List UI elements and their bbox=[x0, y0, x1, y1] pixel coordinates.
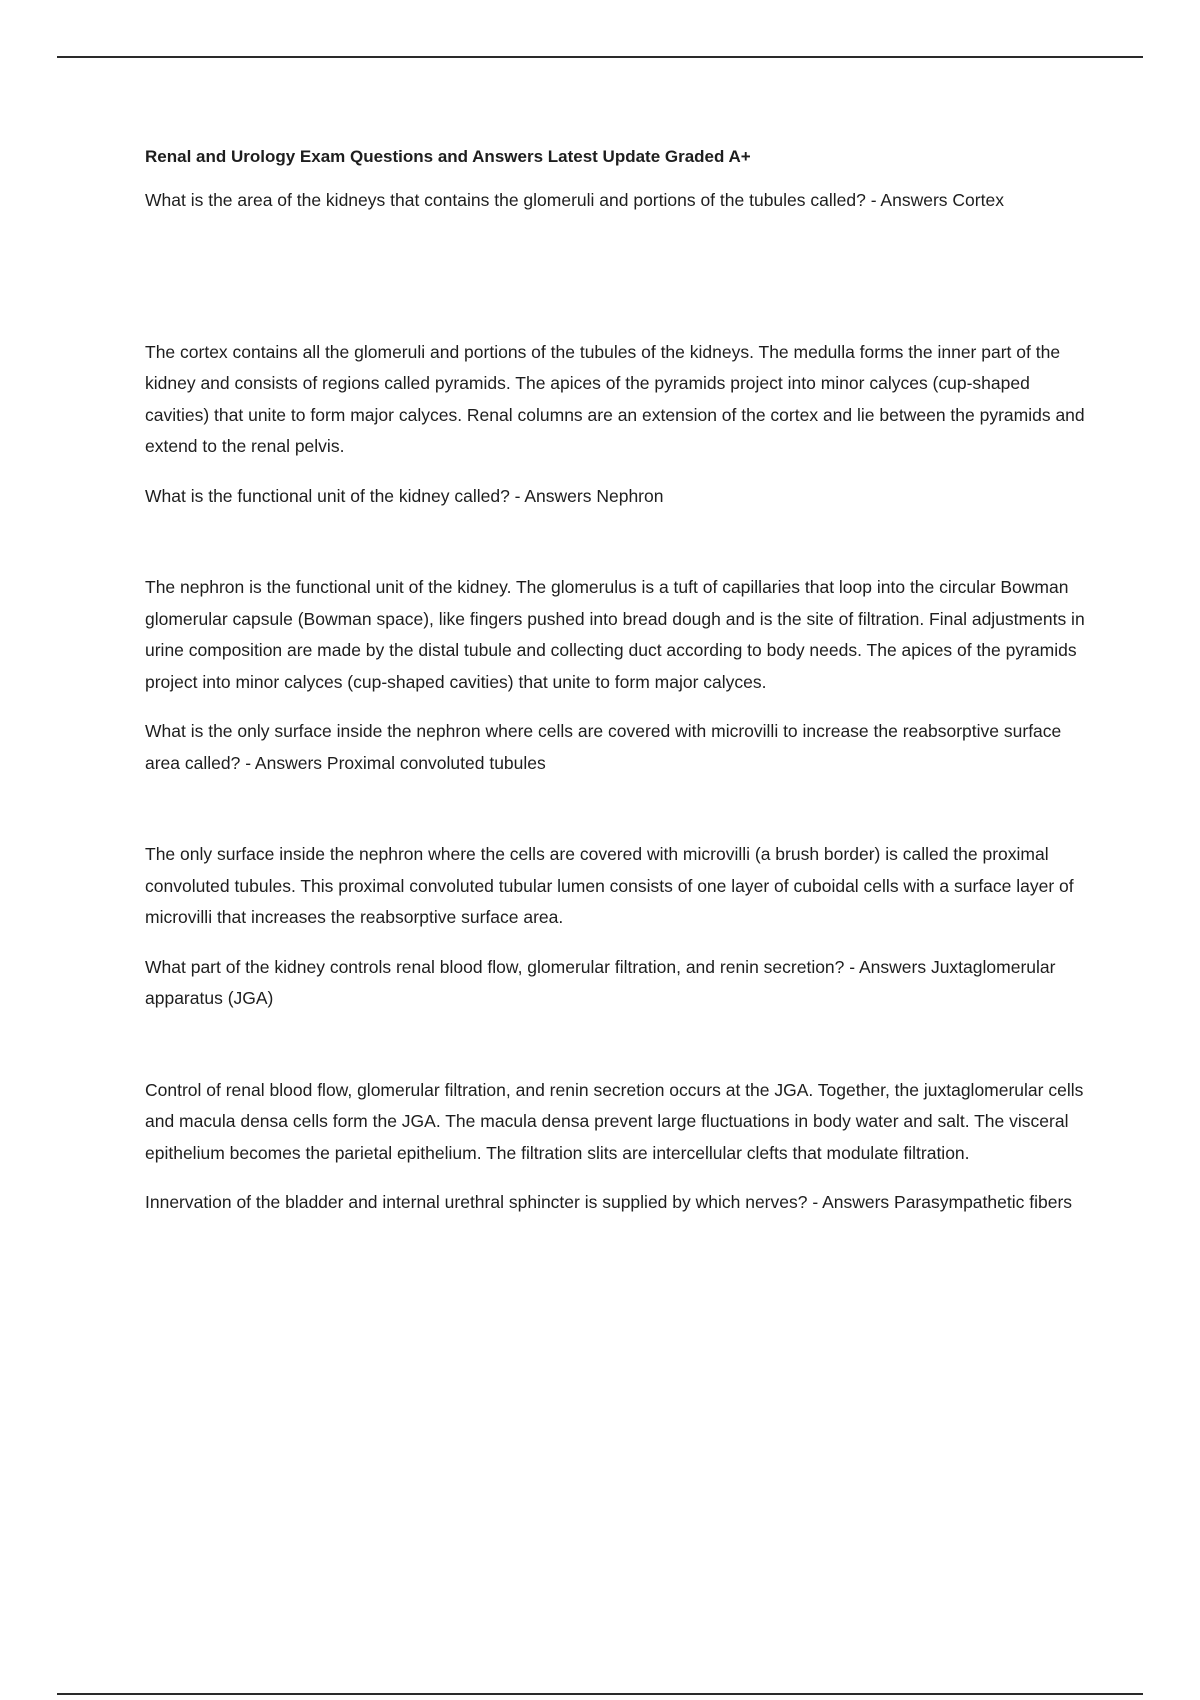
question-2: What is the functional unit of the kidney called? - Answers Nephron bbox=[145, 485, 664, 506]
question-5: Innervation of the bladder and internal urethral sphincter is supplied by which nerves? - Answers Parasympathetic fibers bbox=[145, 1192, 1073, 1212]
question-3: What is the only surface inside the nephron where cells are covered with microvilli to increase the reabsorptive surface area called? - Answers Proximal convoluted tubules bbox=[145, 721, 1062, 773]
explanation-3: The only surface inside the nephron where the cells are covered with microvilli (a brush border) is called the proximal convoluted tubules. This proximal convoluted tubular lumen consists of one layer of cuboidal cells with a surface layer of microvilli that increases the reabsorptive surface area. bbox=[145, 844, 1074, 927]
document-body bbox=[145, 146, 1090, 1279]
header-rule bbox=[57, 56, 1143, 58]
explanation-1: The cortex contains all the glomeruli and portions of the tubules of the kidneys. The medulla forms the inner part of the kidney and consists of regions called pyramids. The apices of the pyramids project into minor calyces (cup-shaped cavities) that unite to form major calyces. Renal columns are an extension of the cortex and lie between the pyramids and extend to the renal pelvis. bbox=[145, 341, 1085, 456]
document-title: Renal and Urology Exam Questions and Answers Latest Update Graded A+ bbox=[145, 147, 751, 166]
footer-rule bbox=[57, 1693, 1143, 1695]
question-1: What is the area of the kidneys that contains the glomeruli and portions of the tubules called? - Answers Cortex bbox=[145, 190, 1004, 210]
explanation-4: Control of renal blood flow, glomerular filtration, and renin secretion occurs at the JGA. Together, the juxtaglomerular cells and macula densa cells form the JGA. The macula densa prevent large fluctuations in body water and salt. The visceral epithelium becomes the parietal epithelium. The filtration slits are intercellular clefts that modulate filtration. bbox=[145, 1079, 1084, 1163]
explanation-2: The nephron is the functional unit of the kidney. The glomerulus is a tuft of capillaries that loop into the circular Bowman glomerular capsule (Bowman space), like fingers pushed into bread dough and is the site of filtration. Final adjustments in urine composition are made by the distal tubule and collecting duct according to body needs. The apices of the pyramids project into minor calyces (cup-shaped cavities) that unite to form major calyces. bbox=[145, 577, 1085, 692]
question-4: What part of the kidney controls renal blood flow, glomerular filtration, and renin secretion? - Answers Juxtaglomerular apparatus (JGA) bbox=[145, 956, 1056, 1008]
